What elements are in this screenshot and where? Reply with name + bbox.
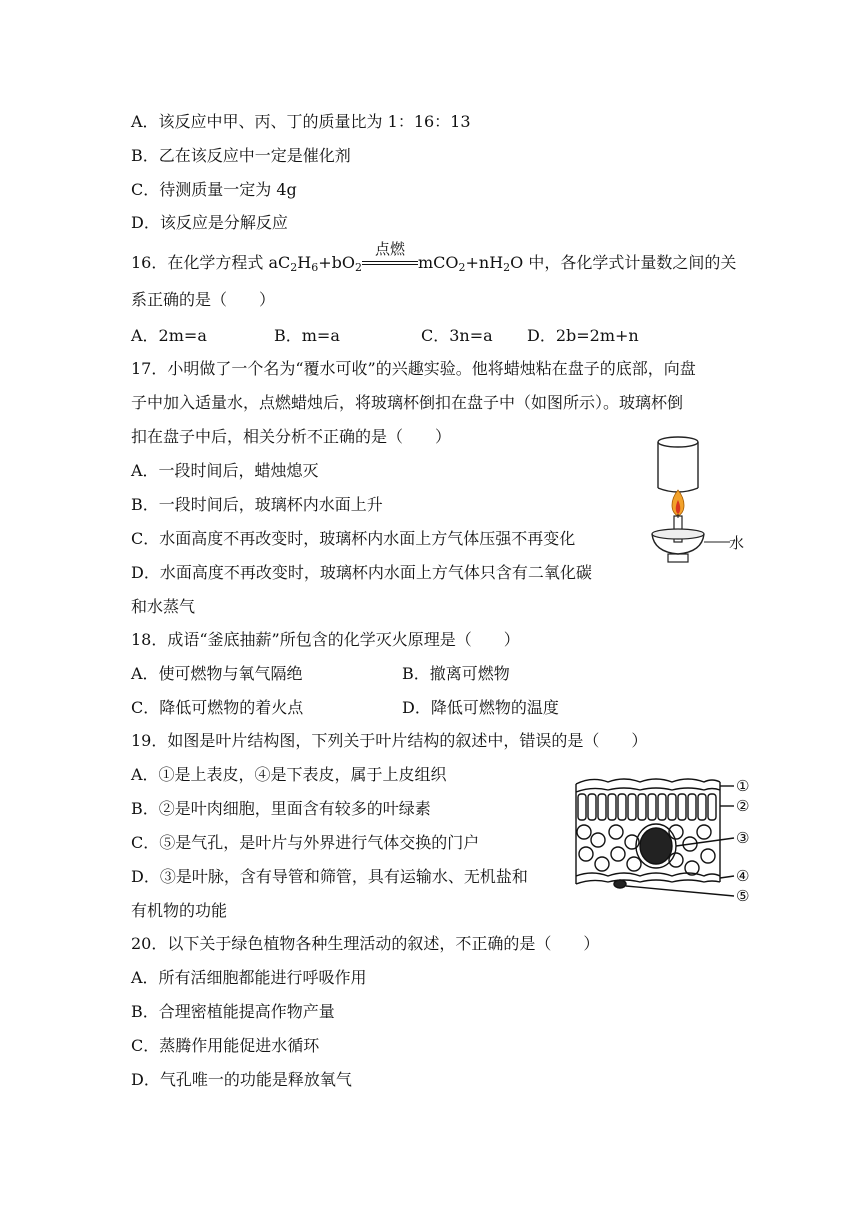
q18-option-a: A．使可燃物与氧气隔绝 [131, 664, 303, 683]
q16-option-d: D．2b=2m+n [527, 326, 639, 345]
q19-option-b: B．②是叶肉细胞，里面含有较多的叶绿素 [131, 799, 431, 818]
q19-option-c: C．⑤是气孔，是叶片与外界进行气体交换的门户 [131, 833, 480, 852]
q20-option-b: B．合理密植能提高作物产量 [131, 1002, 335, 1021]
q17-option-b: B．一段时间后，玻璃杯内水面上升 [131, 495, 383, 514]
q15-option-c: C．待测质量一定为 4g [131, 180, 297, 199]
q18-option-b: B．撤离可燃物 [402, 664, 510, 683]
q17-option-d: D．水面高度不再改变时，玻璃杯内水面上方气体只含有二氧化碳 [131, 563, 592, 582]
q16-stem-line2: 系正确的是（ ） [131, 290, 276, 309]
label-4: ④ [736, 867, 750, 885]
q17-stem-line1: 17．小明做了一个名为“覆水可收”的兴趣实验。他将蜡烛粘在盘子的底部，向盘 [131, 359, 696, 378]
label-5: ⑤ [736, 887, 750, 905]
q19-option-a: A．①是上表皮，④是下表皮，属于上皮组织 [131, 765, 447, 784]
q15-option-d: D．该反应是分解反应 [131, 213, 288, 232]
q16-option-b: B．m=a [274, 326, 340, 345]
q20-stem: 20．以下关于绿色植物各种生理活动的叙述，不正确的是（ ） [131, 934, 600, 953]
q17-option-c: C．水面高度不再改变时，玻璃杯内水面上方气体压强不再变化 [131, 529, 576, 548]
q16-stem-prefix: 16．在化学方程式 aC [131, 253, 291, 272]
q17-stem-line2: 子中加入适量水，点燃蜡烛后，将玻璃杯倒扣在盘子中（如图所示）。玻璃杯倒 [131, 393, 684, 412]
q17-option-a: A．一段时间后，蜡烛熄灭 [131, 461, 319, 480]
water-label: 水 [729, 534, 745, 552]
q17-option-d-cont: 和水蒸气 [131, 597, 196, 616]
q18-option-c: C．降低可燃物的着火点 [131, 698, 304, 717]
q19-stem: 19．如图是叶片结构图，下列关于叶片结构的叙述中，错误的是（ ） [131, 731, 648, 750]
reaction-condition-arrow [362, 240, 418, 273]
q15-option-a: A．该反应中甲、丙、丁的质量比为 1：16：13 [131, 112, 471, 131]
q15-option-b: B．乙在该反应中一定是催化剂 [131, 146, 351, 165]
q16-option-c: C．3n=a [421, 326, 493, 345]
q17-stem-line3: 扣在盘子中后，相关分析不正确的是（ ） [131, 427, 452, 446]
q20-option-d: D．气孔唯一的功能是释放氧气 [131, 1070, 352, 1089]
q20-option-a: A．所有活细胞都能进行呼吸作用 [131, 968, 367, 987]
q16-option-a: A．2m=a [131, 326, 207, 345]
q16-stem-suffix: 中，各化学式计量数之间的关 [528, 253, 737, 272]
q16-stem: 16．在化学方程式 $aC_2H_6+bO_2$ 点燃 $mCO_2+nH_2O$ 中，各化学式计量数之间的关 [131, 240, 737, 274]
label-3: ③ [736, 829, 750, 847]
q18-stem: 18．成语“釜底抽薪”所包含的化学灭火原理是（ ） [131, 630, 520, 649]
q19-option-d-cont: 有机物的功能 [131, 901, 228, 920]
reaction-condition: 点燃 [374, 240, 405, 258]
label-2: ② [736, 797, 750, 815]
q18-option-d: D．降低可燃物的温度 [402, 698, 559, 717]
q20-option-c: C．蒸腾作用能促进水循环 [131, 1036, 320, 1055]
label-1: ① [736, 777, 750, 795]
q19-option-d: D．③是叶脉，含有导管和筛管，具有运输水、无机盐和 [131, 867, 528, 886]
